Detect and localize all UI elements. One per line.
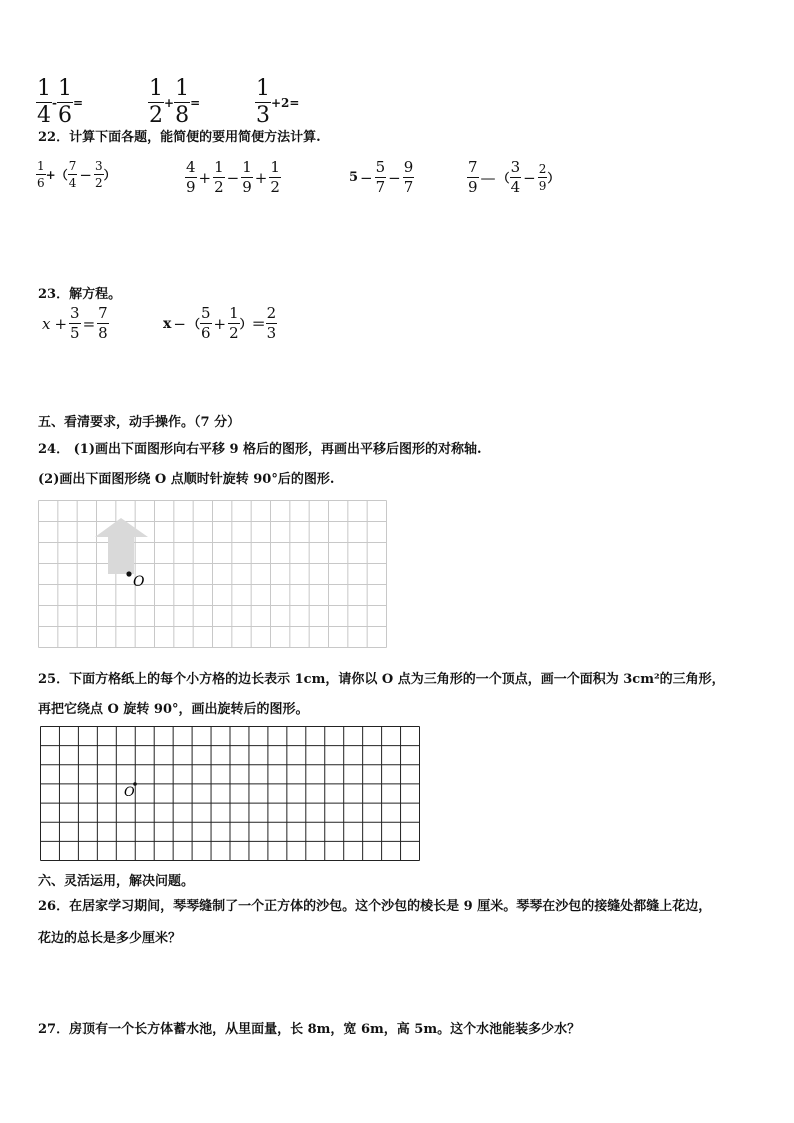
q23-equation-2: x − （ $\frac{5}{6}$ + $\frac{1}{2}$ ） ＝ $\frac{2}{3}$ <box>163 304 277 342</box>
fraction: $\frac{1}{2}$ <box>229 304 239 342</box>
q26-line-1: 26．在居家学习期间，琴琴缝制了一个正方体的沙包。这个沙包的棱长是 9 厘米。琴琴在沙包的接缝处都缝上花边， <box>38 899 712 914</box>
fraction: $\frac{1}{9}$ <box>242 158 252 196</box>
q25-grid <box>40 726 421 862</box>
fraction: $\frac{3}{4}$ <box>510 158 521 196</box>
fraction: $\frac{1}{2}$ <box>270 158 280 196</box>
q25-line-2: 再把它绕点 O 旋转 90°，画出旋转后的图形。 <box>38 702 309 717</box>
q22-title: 22．计算下面各题，能简便的要用简便方法计算. <box>38 130 321 145</box>
q22-problem-1: $\frac{1}{6}$ + （ $\frac{7}{4}$ − $\frac{3}{2}$ ） <box>37 159 116 190</box>
section-5-title: 五、看清要求，动手操作。（7 分） <box>38 415 241 430</box>
fraction: $\frac{1}{2}$ <box>149 76 163 128</box>
q24-line-1: 24． (1)画出下面图形向右平移 9 格后的图形，再画出平移后图形的对称轴. <box>38 442 482 457</box>
fraction: $\frac{3}{5}$ <box>70 304 80 342</box>
fraction: $\frac{7}{4}$ <box>68 159 77 190</box>
fraction: $\frac{1}{2}$ <box>214 158 224 196</box>
fraction: $\frac{1}{8}$ <box>175 76 190 128</box>
q23-title: 23．解方程。 <box>38 287 122 302</box>
fraction: $\frac{7}{9}$ <box>468 158 478 196</box>
fraction: $\frac{2}{9}$ <box>538 162 547 193</box>
q24-line-2: (2)画出下面图形绕 O 点顺时针旋转 90°后的图形. <box>38 472 335 487</box>
q21-expr-3: $\frac{1}{3}$ +2= <box>256 76 300 128</box>
point-o <box>126 571 131 576</box>
fraction: $\frac{4}{9}$ <box>186 158 196 196</box>
fraction: $\frac{1}{6}$ <box>57 76 72 128</box>
fraction: $\frac{1}{3}$ <box>256 76 270 128</box>
point-o-label: O <box>124 785 135 800</box>
q21-expr-2: $\frac{1}{2}$ + $\frac{1}{8}$ = <box>149 76 201 128</box>
point-o-label: O <box>133 574 145 590</box>
fraction: $\frac{1}{4}$ <box>37 76 51 128</box>
q22-problem-4: $\frac{7}{9}$ — （ $\frac{3}{4}$ − $\frac{2}{9}$ ） <box>468 158 560 196</box>
fraction: $\frac{5}{6}$ <box>200 304 211 342</box>
q26-line-2: 花边的总长是多少厘米？ <box>38 931 182 946</box>
fraction: $\frac{7}{8}$ <box>98 304 108 342</box>
q22-problem-3: 5 − $\frac{5}{7}$ − $\frac{9}{7}$ <box>349 158 414 196</box>
q22-problem-2: $\frac{4}{9}$ + $\frac{1}{2}$ − $\frac{1}{9}$ + $\frac{1}{2}$ <box>186 158 280 196</box>
grid-lines <box>39 501 387 648</box>
q25-line-1: 25．下面方格纸上的每个小方格的边长表示 1cm，请你以 O 点为三角形的一个顶点，画一个面积为 3cm²的三角形， <box>38 672 725 687</box>
q27-line-1: 27．房顶有一个长方体蓄水池，从里面量，长 8m，宽 6m，高 5m。这个水池能装多少水？ <box>38 1022 581 1037</box>
fraction: $\frac{3}{2}$ <box>94 159 103 190</box>
arrow-shape <box>95 518 148 574</box>
fraction: $\frac{1}{6}$ <box>37 159 45 190</box>
q21-expr-1: $\frac{1}{4}$ - $\frac{1}{6}$ = <box>37 76 84 128</box>
fraction: $\frac{9}{7}$ <box>403 158 414 196</box>
q23-equation-1: x + $\frac{3}{5}$ = $\frac{7}{8}$ <box>42 304 108 342</box>
fraction: $\frac{5}{7}$ <box>375 158 386 196</box>
fraction: $\frac{2}{3}$ <box>266 304 277 342</box>
section-6-title: 六、灵活运用，解决问题。 <box>38 874 195 889</box>
grid-lines <box>41 727 420 861</box>
q24-grid <box>38 500 388 649</box>
